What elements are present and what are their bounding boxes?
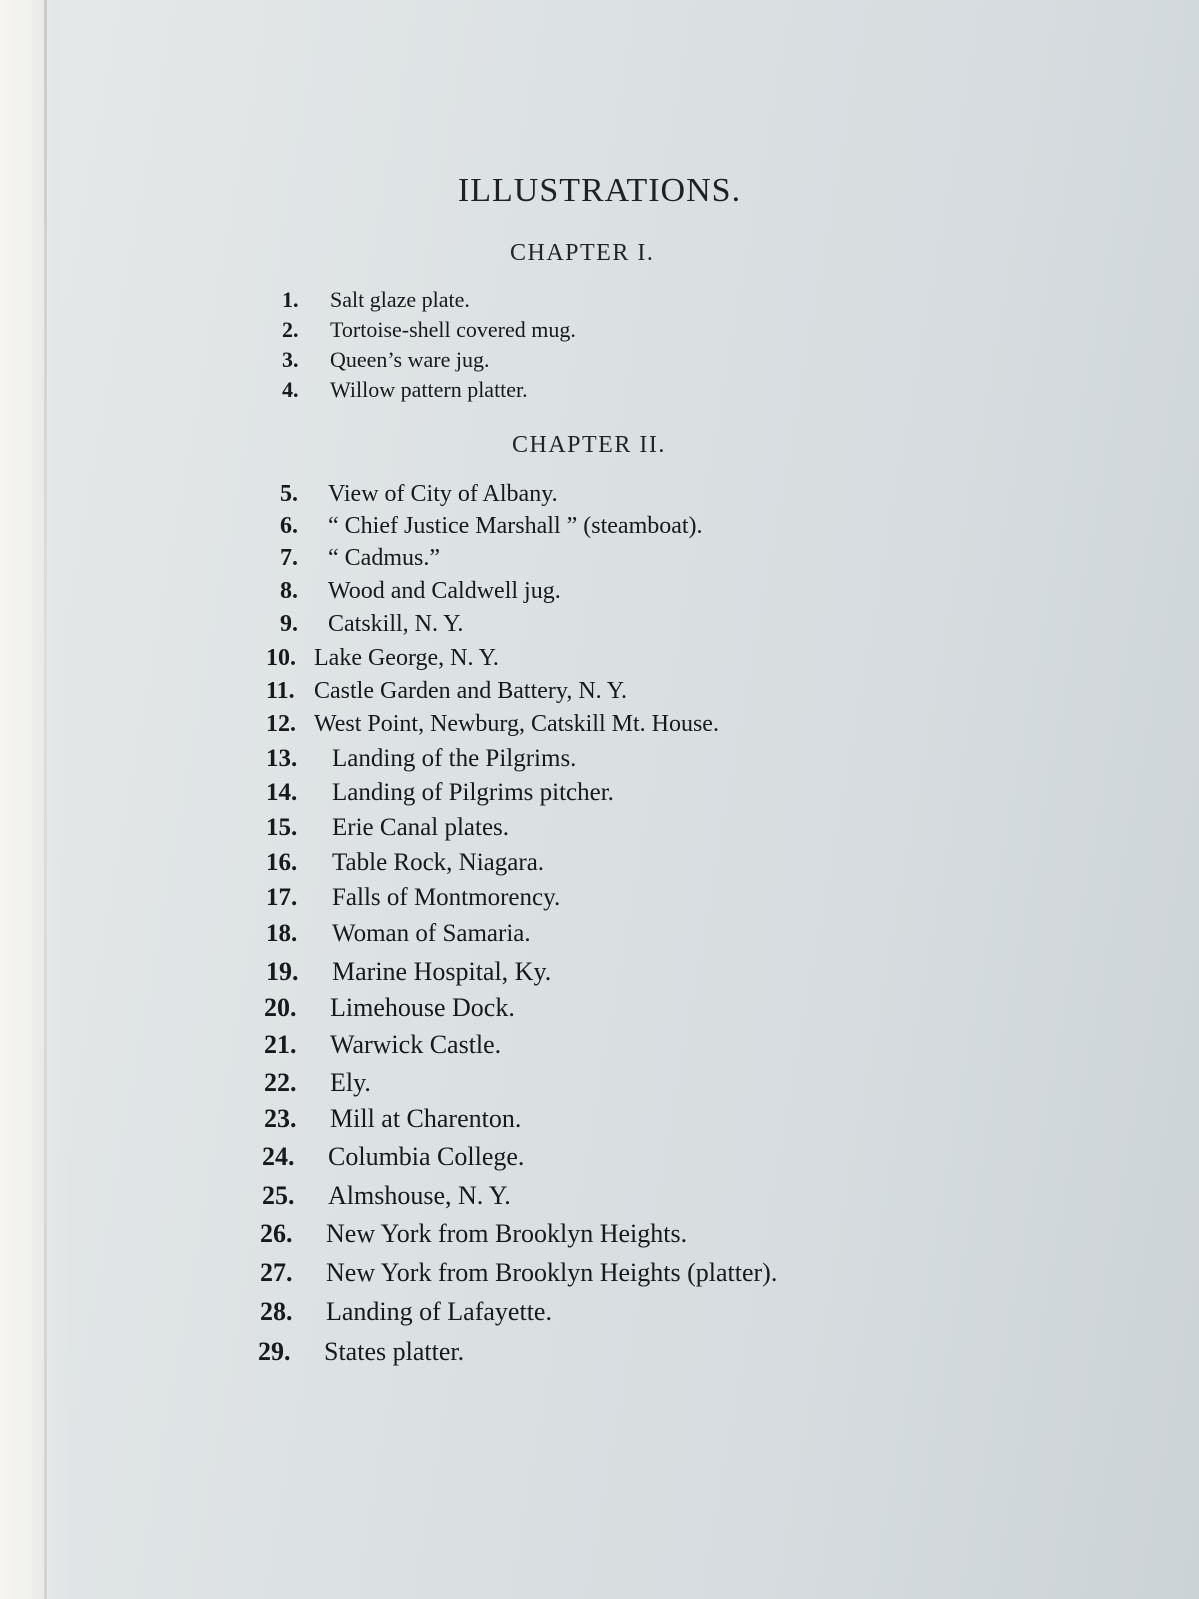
item-number: 25. — [262, 1181, 295, 1210]
item-title: Salt glaze plate. — [330, 287, 470, 312]
item-number: 23. — [264, 1104, 297, 1133]
page-gutter — [0, 0, 70, 1599]
item-number: 29. — [258, 1337, 291, 1366]
item-title: Warwick Castle. — [330, 1030, 502, 1059]
binding-edge — [44, 0, 47, 1599]
item-number: 18. — [266, 920, 298, 947]
chapter-heading-1: CHAPTER I. — [510, 240, 655, 266]
item-number: 5. — [280, 481, 298, 507]
item-title: New York from Brooklyn Heights. — [326, 1219, 688, 1248]
item-title: Falls of Montmorency. — [332, 884, 561, 911]
item-number: 13. — [266, 745, 298, 772]
item-title: Lake George, N. Y. — [314, 645, 499, 671]
item-number: 3. — [282, 347, 299, 372]
page-title-text: ILLUSTRATIONS. — [457, 172, 742, 209]
item-title: Castle Garden and Battery, N. Y. — [314, 678, 628, 704]
item-number: 11. — [266, 678, 295, 704]
item-title: Landing of Lafayette. — [326, 1297, 552, 1326]
item-title: Willow pattern platter. — [330, 377, 528, 402]
item-title: States platter. — [324, 1337, 465, 1366]
item-number: 1. — [282, 287, 299, 312]
item-title: Table Rock, Niagara. — [332, 849, 545, 876]
item-title: View of City of Albany. — [328, 481, 558, 507]
item-number: 28. — [260, 1297, 293, 1326]
item-number: 9. — [280, 611, 298, 637]
item-title: Erie Canal plates. — [332, 814, 510, 841]
item-number: 22. — [264, 1068, 297, 1097]
item-title: “ Cadmus.” — [328, 545, 440, 571]
item-title: Queen’s ware jug. — [330, 347, 490, 372]
item-title: Marine Hospital, Ky. — [332, 957, 552, 986]
item-title: New York from Brooklyn Heights (platter). — [326, 1258, 778, 1287]
item-number: 21. — [264, 1030, 297, 1059]
item-number: 20. — [264, 993, 297, 1022]
item-title: Woman of Samaria. — [332, 920, 531, 947]
item-number: 4. — [282, 377, 299, 402]
item-title: Columbia College. — [328, 1142, 525, 1171]
item-title: “ Chief Justice Marshall ” (steamboat). — [328, 513, 703, 539]
item-number: 19. — [266, 957, 299, 986]
item-number: 16. — [266, 849, 298, 876]
item-title: Landing of the Pilgrims. — [332, 745, 577, 772]
item-number: 7. — [280, 545, 298, 571]
item-number: 6. — [280, 513, 298, 539]
item-title: Tortoise-shell covered mug. — [330, 317, 576, 342]
item-number: 14. — [266, 779, 298, 806]
item-number: 26. — [260, 1219, 293, 1248]
item-title: West Point, Newburg, Catskill Mt. House. — [314, 711, 719, 737]
item-title: Limehouse Dock. — [330, 993, 515, 1022]
item-number: 15. — [266, 814, 298, 841]
item-title: Almshouse, N. Y. — [328, 1181, 511, 1210]
item-number: 12. — [266, 711, 296, 737]
item-number: 17. — [266, 884, 298, 911]
item-number: 27. — [260, 1258, 293, 1287]
item-title: Catskill, N. Y. — [328, 611, 464, 637]
item-number: 8. — [280, 578, 298, 604]
item-number: 10. — [266, 645, 296, 671]
item-title: Landing of Pilgrims pitcher. — [332, 779, 614, 806]
item-title: Ely. — [330, 1068, 371, 1097]
chapter-heading-2: CHAPTER II. — [512, 432, 666, 458]
item-title: Mill at Charenton. — [330, 1104, 522, 1133]
item-number: 2. — [282, 317, 299, 342]
item-title: Wood and Caldwell jug. — [328, 578, 561, 604]
item-number: 24. — [262, 1142, 295, 1171]
page-title — [0, 172, 1199, 210]
